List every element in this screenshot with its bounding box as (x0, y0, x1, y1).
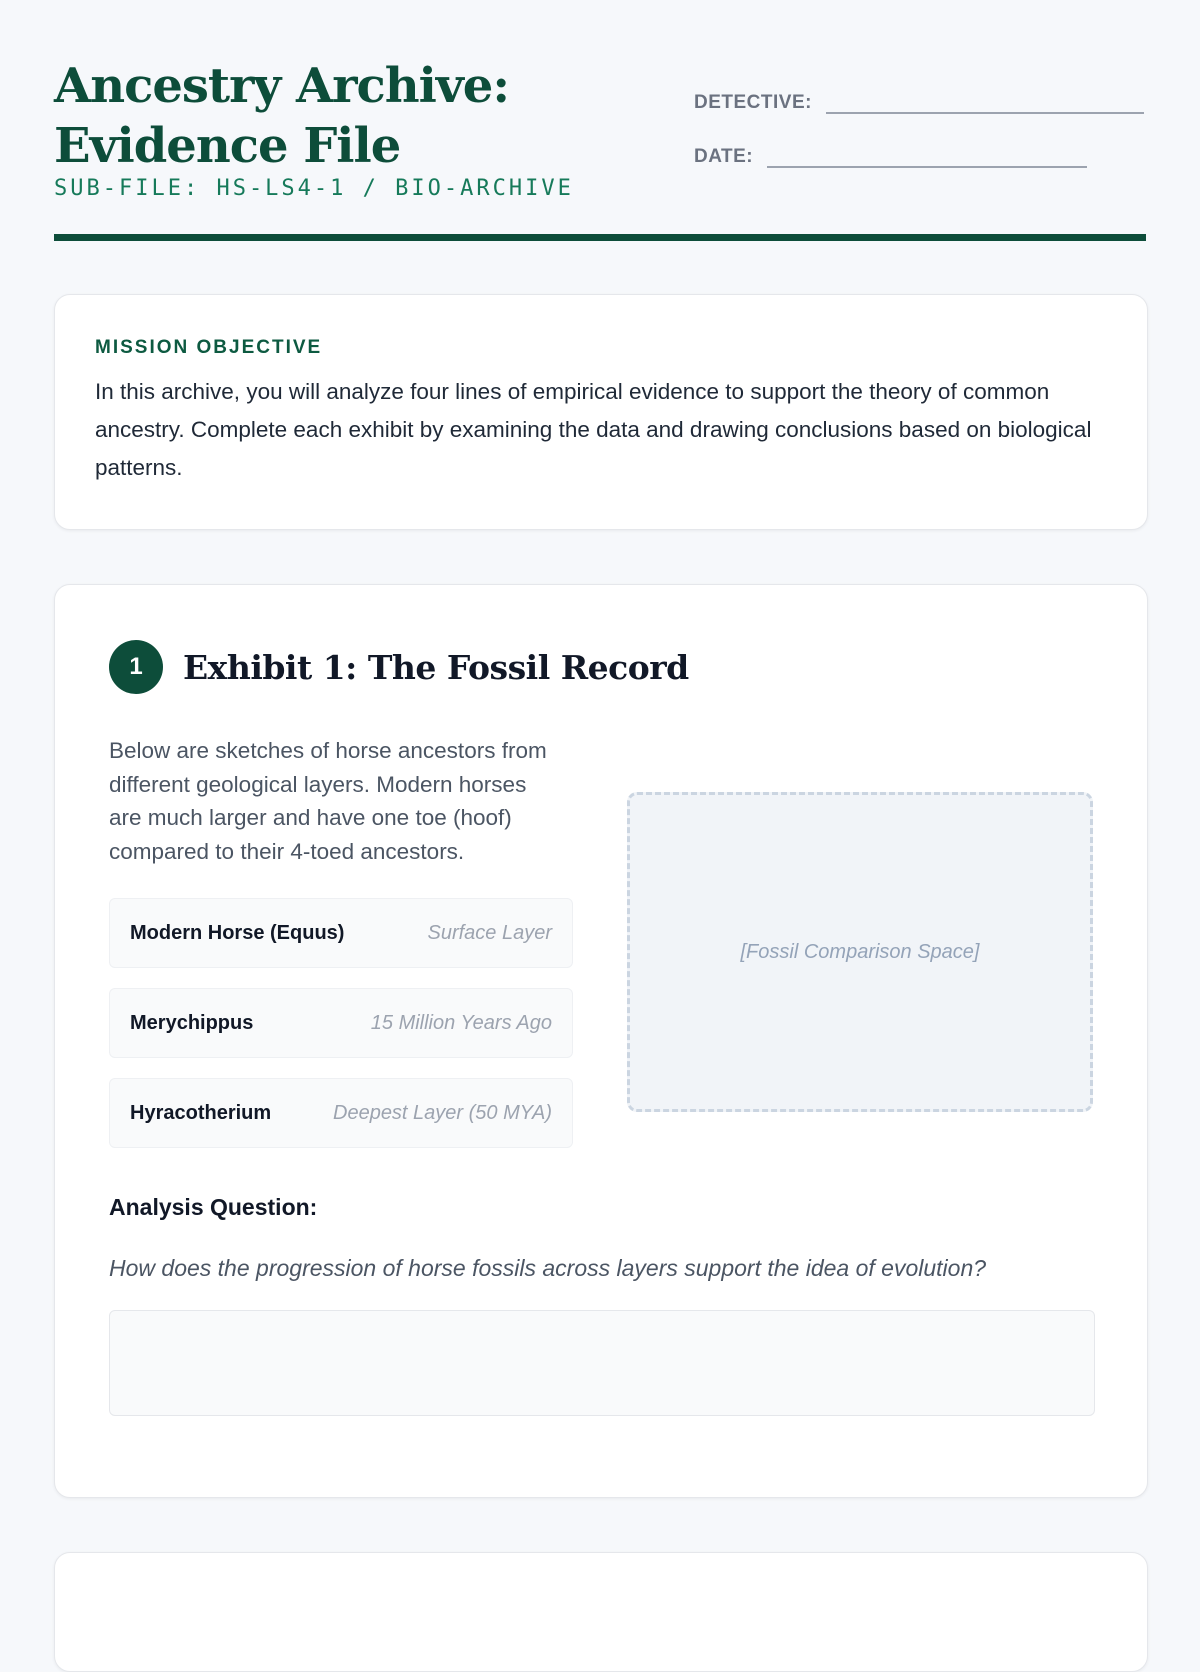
worksheet-header (54, 0, 1146, 242)
analysis-question-text: How does the progression of horse fossils across layers support the idea of evolution? (109, 1255, 987, 1281)
layer-name: Merychippus (130, 1011, 254, 1034)
date-label: DATE: (694, 146, 754, 167)
exhibit-number-badge: 1 (109, 640, 163, 694)
layer-name: Hyracotherium (130, 1101, 272, 1124)
date-field (694, 144, 1087, 168)
exhibit-body (109, 734, 1093, 1168)
layer-row (109, 1078, 573, 1148)
page-title: Ancestry Archive: Evidence File (54, 58, 510, 174)
detective-field (694, 90, 1144, 114)
layer-age: Deepest Layer (50 MYA) (333, 1101, 552, 1124)
exhibit-right-column (627, 734, 1093, 1168)
exhibit-left-column (109, 734, 573, 1168)
analysis-question-label: Analysis Question: (109, 1194, 318, 1220)
detective-input-line[interactable] (826, 90, 1144, 114)
layer-age: Surface Layer (427, 921, 552, 944)
subfile-code: SUB-FILE: HS-LS4-1 / BIO-ARCHIVE (54, 176, 574, 201)
exhibit-header (109, 640, 1093, 694)
mission-objective-card (54, 294, 1148, 530)
fossil-comparison-box[interactable] (627, 792, 1093, 1112)
layer-age: 15 Million Years Ago (370, 1011, 552, 1034)
layer-row (109, 988, 573, 1058)
header-divider (54, 234, 1146, 241)
mission-label: MISSION OBJECTIVE (95, 337, 323, 358)
next-exhibit-card (54, 1552, 1148, 1672)
mission-text: In this archive, you will analyze four lines of empirical evidence to support the theory of common ancestry. Complete each exhibit by examining the data and drawing conclusions based on biological patterns. (95, 379, 1092, 480)
detective-label: DETECTIVE: (694, 92, 812, 113)
date-input-line[interactable] (767, 144, 1087, 168)
layer-name: Modern Horse (Equus) (130, 921, 345, 944)
answer-box[interactable] (109, 1310, 1095, 1416)
layer-row (109, 898, 573, 968)
exhibit-card (54, 584, 1148, 1498)
exhibit-intro: Below are sketches of horse ancestors from different geological layers. Modern horses are much larger and have one toe (hoof) compared to their 4-toed ancestors. (109, 738, 547, 864)
exhibit-title: Exhibit 1: The Fossil Record (183, 647, 689, 687)
fossil-placeholder-text: [Fossil Comparison Space] (740, 940, 980, 963)
